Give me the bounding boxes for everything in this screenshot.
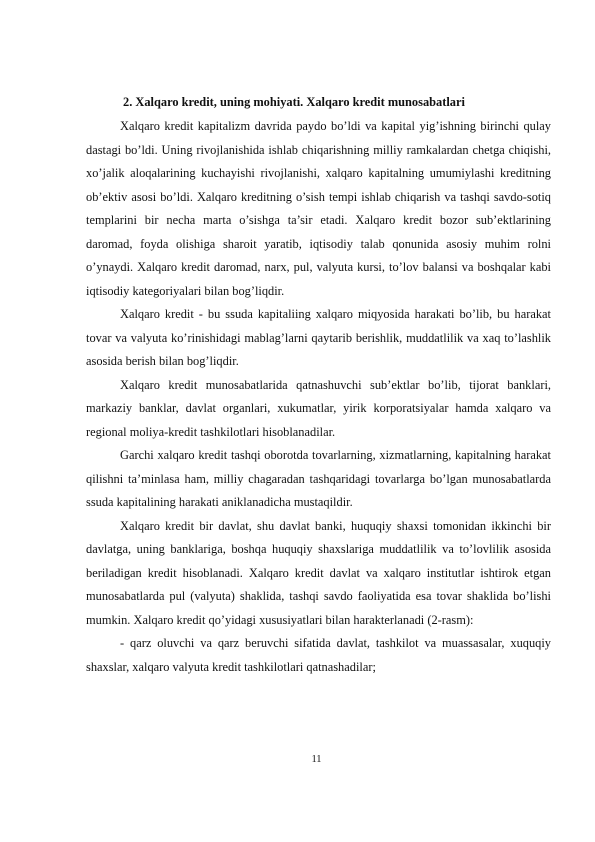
- section-heading: 2. Xalqaro kredit, uning mohiyati. Xalqaro kredit munosabatlari: [123, 95, 465, 109]
- paragraph-5: Xalqaro kredit bir davlat, shu davlat banki, huquqiy shaxsi tomonidan ikkinchi bir davlatga, uning banklariga, boshqa huquqiy shaxslariga muddatlilik va to’lovlilik asosida beriladigan kredit hisoblanadi. Xalqaro kredit davlat va xalqaro institutlar ishtirok etgan munosabatlarda pul (valyuta) shaklida, tashqi savdo faoliyatida esa tovar shaklida bo’lishi mumkin. Xalqaro kredit qo’yidagi xususiyatlari bilan harakterlanadi (2-rasm):: [86, 518, 551, 627]
- paragraph-4: Garchi xalqaro kredit tashqi oborotda tovarlarning, xizmatlarning, kapitalning harakat qilishni ta’minlasa ham, milliy chagaradan tashqaridagi tovarlarga bo’lgan munosabatlarda ssuda kapitalining harakati aniklanadicha mustaqildir.: [86, 448, 551, 509]
- paragraph-6: - qarz oluvchi va qarz beruvchi sifatida davlat, tashkilot va muassasalar, xuquqiy shaxslar, xalqaro valyuta kredit tashkilotlari qatnashadilar;: [86, 636, 551, 674]
- paragraph-2: Xalqaro kredit - bu ssuda kapitaliing xalqaro miqyosida harakati bo’lib, bu harakat tovar va valyuta ko’rinishidagi mablag’larni qaytarib berishlik, muddatlilik va xaq to’lashlik asosida berish bilan bog’liqdir.: [86, 307, 551, 368]
- page-number: 11: [311, 754, 322, 765]
- paragraph-3: Xalqaro kredit munosabatlarida qatnashuvchi sub’ektlar bo’lib, tijorat banklari, markaziy banklar, davlat organlari, xukumatlar, yirik korporatsiyalar hamda xalqaro va regional moliya-kredit tashkilotlari hisoblanadilar.: [86, 377, 551, 439]
- document-page: [86, 93, 551, 679]
- paragraph-1: Xalqaro kredit kapitalizm davrida paydo bo’ldi va kapital yig’ishning birinchi qulay dastagi bo’ldi. Uning rivojlanishida ishlab chiqarishning milliy ramkalardan chetga chiqishi, xo’jalik aloqalarining kuchayishi rivojlanishi, xalqaro kapitalning umumiylashi kreditning ob’ektiv asosi bo’ldi. Xalqaro kreditning o’sish tempi ishlab chiqarish va tashqi savdo-sotiq templarini bir necha marta o’sishga ta’sir etadi. Xalqaro kredit bozor sub’ektlarining daromad, foyda olishiga sharoit yaratib, iqtisodiy talab qonunida asosiy muhim rolni o’ynaydi. Xalqaro kredit daromad, narx, pul, valyuta kursi, to’lov balansi va boshqalar kabi iqtisodiy kategoriyalari bilan bog’liqdir.: [86, 119, 551, 298]
